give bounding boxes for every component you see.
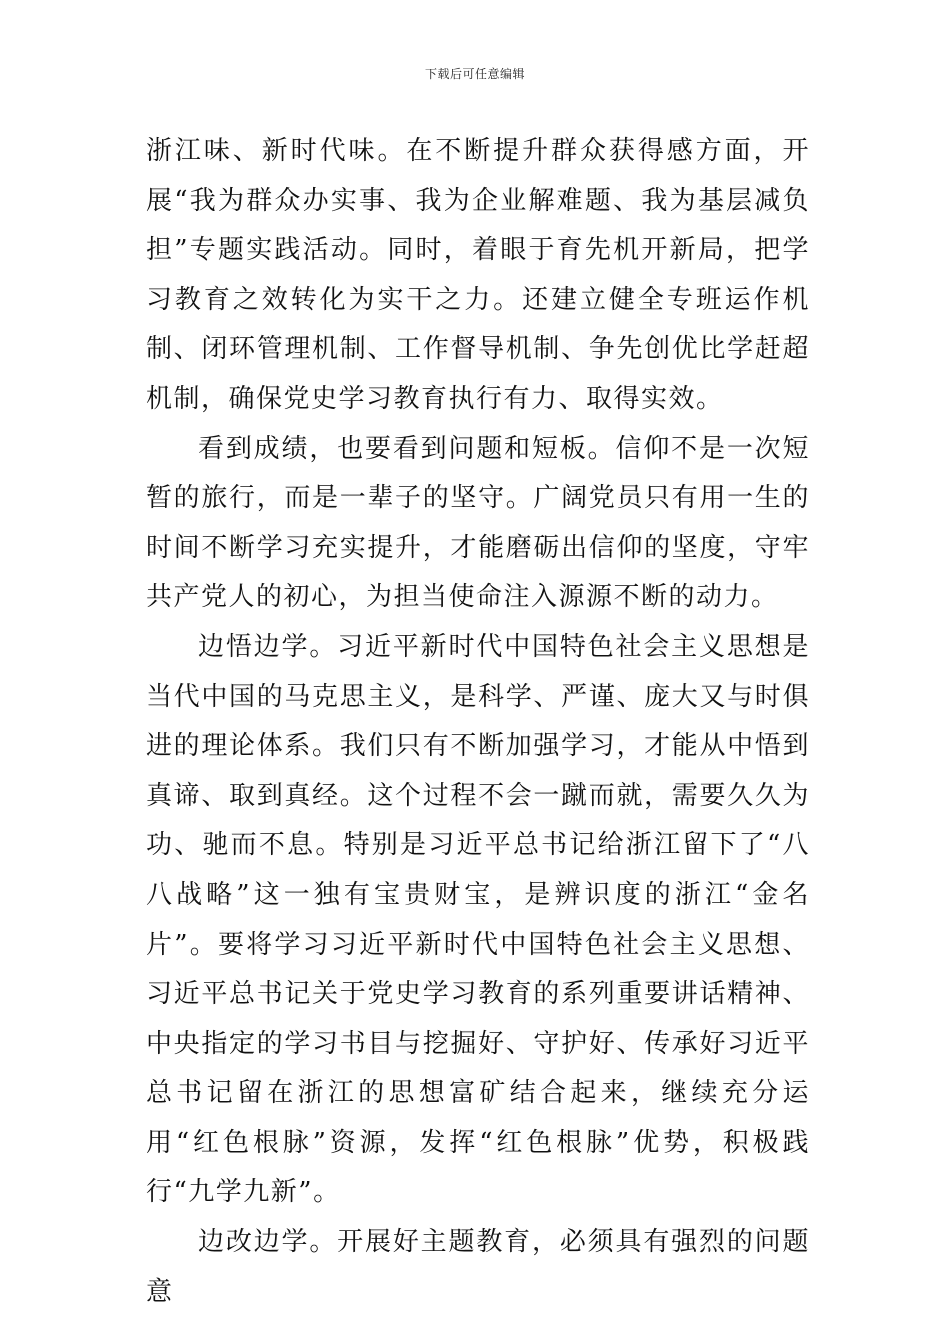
paragraph-4: 边改边学。开展好主题教育，必须具有强烈的问题意 <box>146 1227 810 1307</box>
paragraph-2: 看到成绩，也要看到问题和短板。信仰不是一次短暂的旅行，而是一辈子的坚守。广阔党员只有用一生的时间不断学习充实提升，才能磨砺出信仰的坚度，守牢共产党人的初心，为担当使命注入源源不断的动力。 <box>146 433 810 613</box>
document-body <box>146 127 810 1317</box>
paragraph-3: 边悟边学。习近平新时代中国特色社会主义思想是当代中国的马克思主义，是科学、严谨、庞大又与时俱进的理论体系。我们只有不断加强学习，才能从中悟到真谛、取到真经。这个过程不会一蹴而就，需要久久为功、驰而不息。特别是习近平总书记给浙江留下了“八八战略”这一独有宝贵财宝，是辨识度的浙江“金名片”。要将学习习近平新时代中国特色社会主义思想、习近平总书记关于党史学习教育的系列重要讲话精神、中央指定的学习书目与挖掘好、守护好、传承好习近平总书记留在浙江的思想富矿结合起来，继续充分运用“红色根脉”资源，发挥“红色根脉”优势，积极践行“九学九新”。 <box>146 631 810 1208</box>
paragraph-1: 浙江味、新时代味。在不断提升群众获得感方面，开展“我为群众办实事、我为企业解难题、我为基层减负担”专题实践活动。同时，着眼于育先机开新局，把学习教育之效转化为实干之力。还建立健全专班运作机制、闭环管理机制、工作督导机制、争先创优比学赶超机制，确保党史学习教育执行有力、取得实效。 <box>146 136 810 414</box>
header-note: 下载后可任意编辑 <box>424 67 525 81</box>
